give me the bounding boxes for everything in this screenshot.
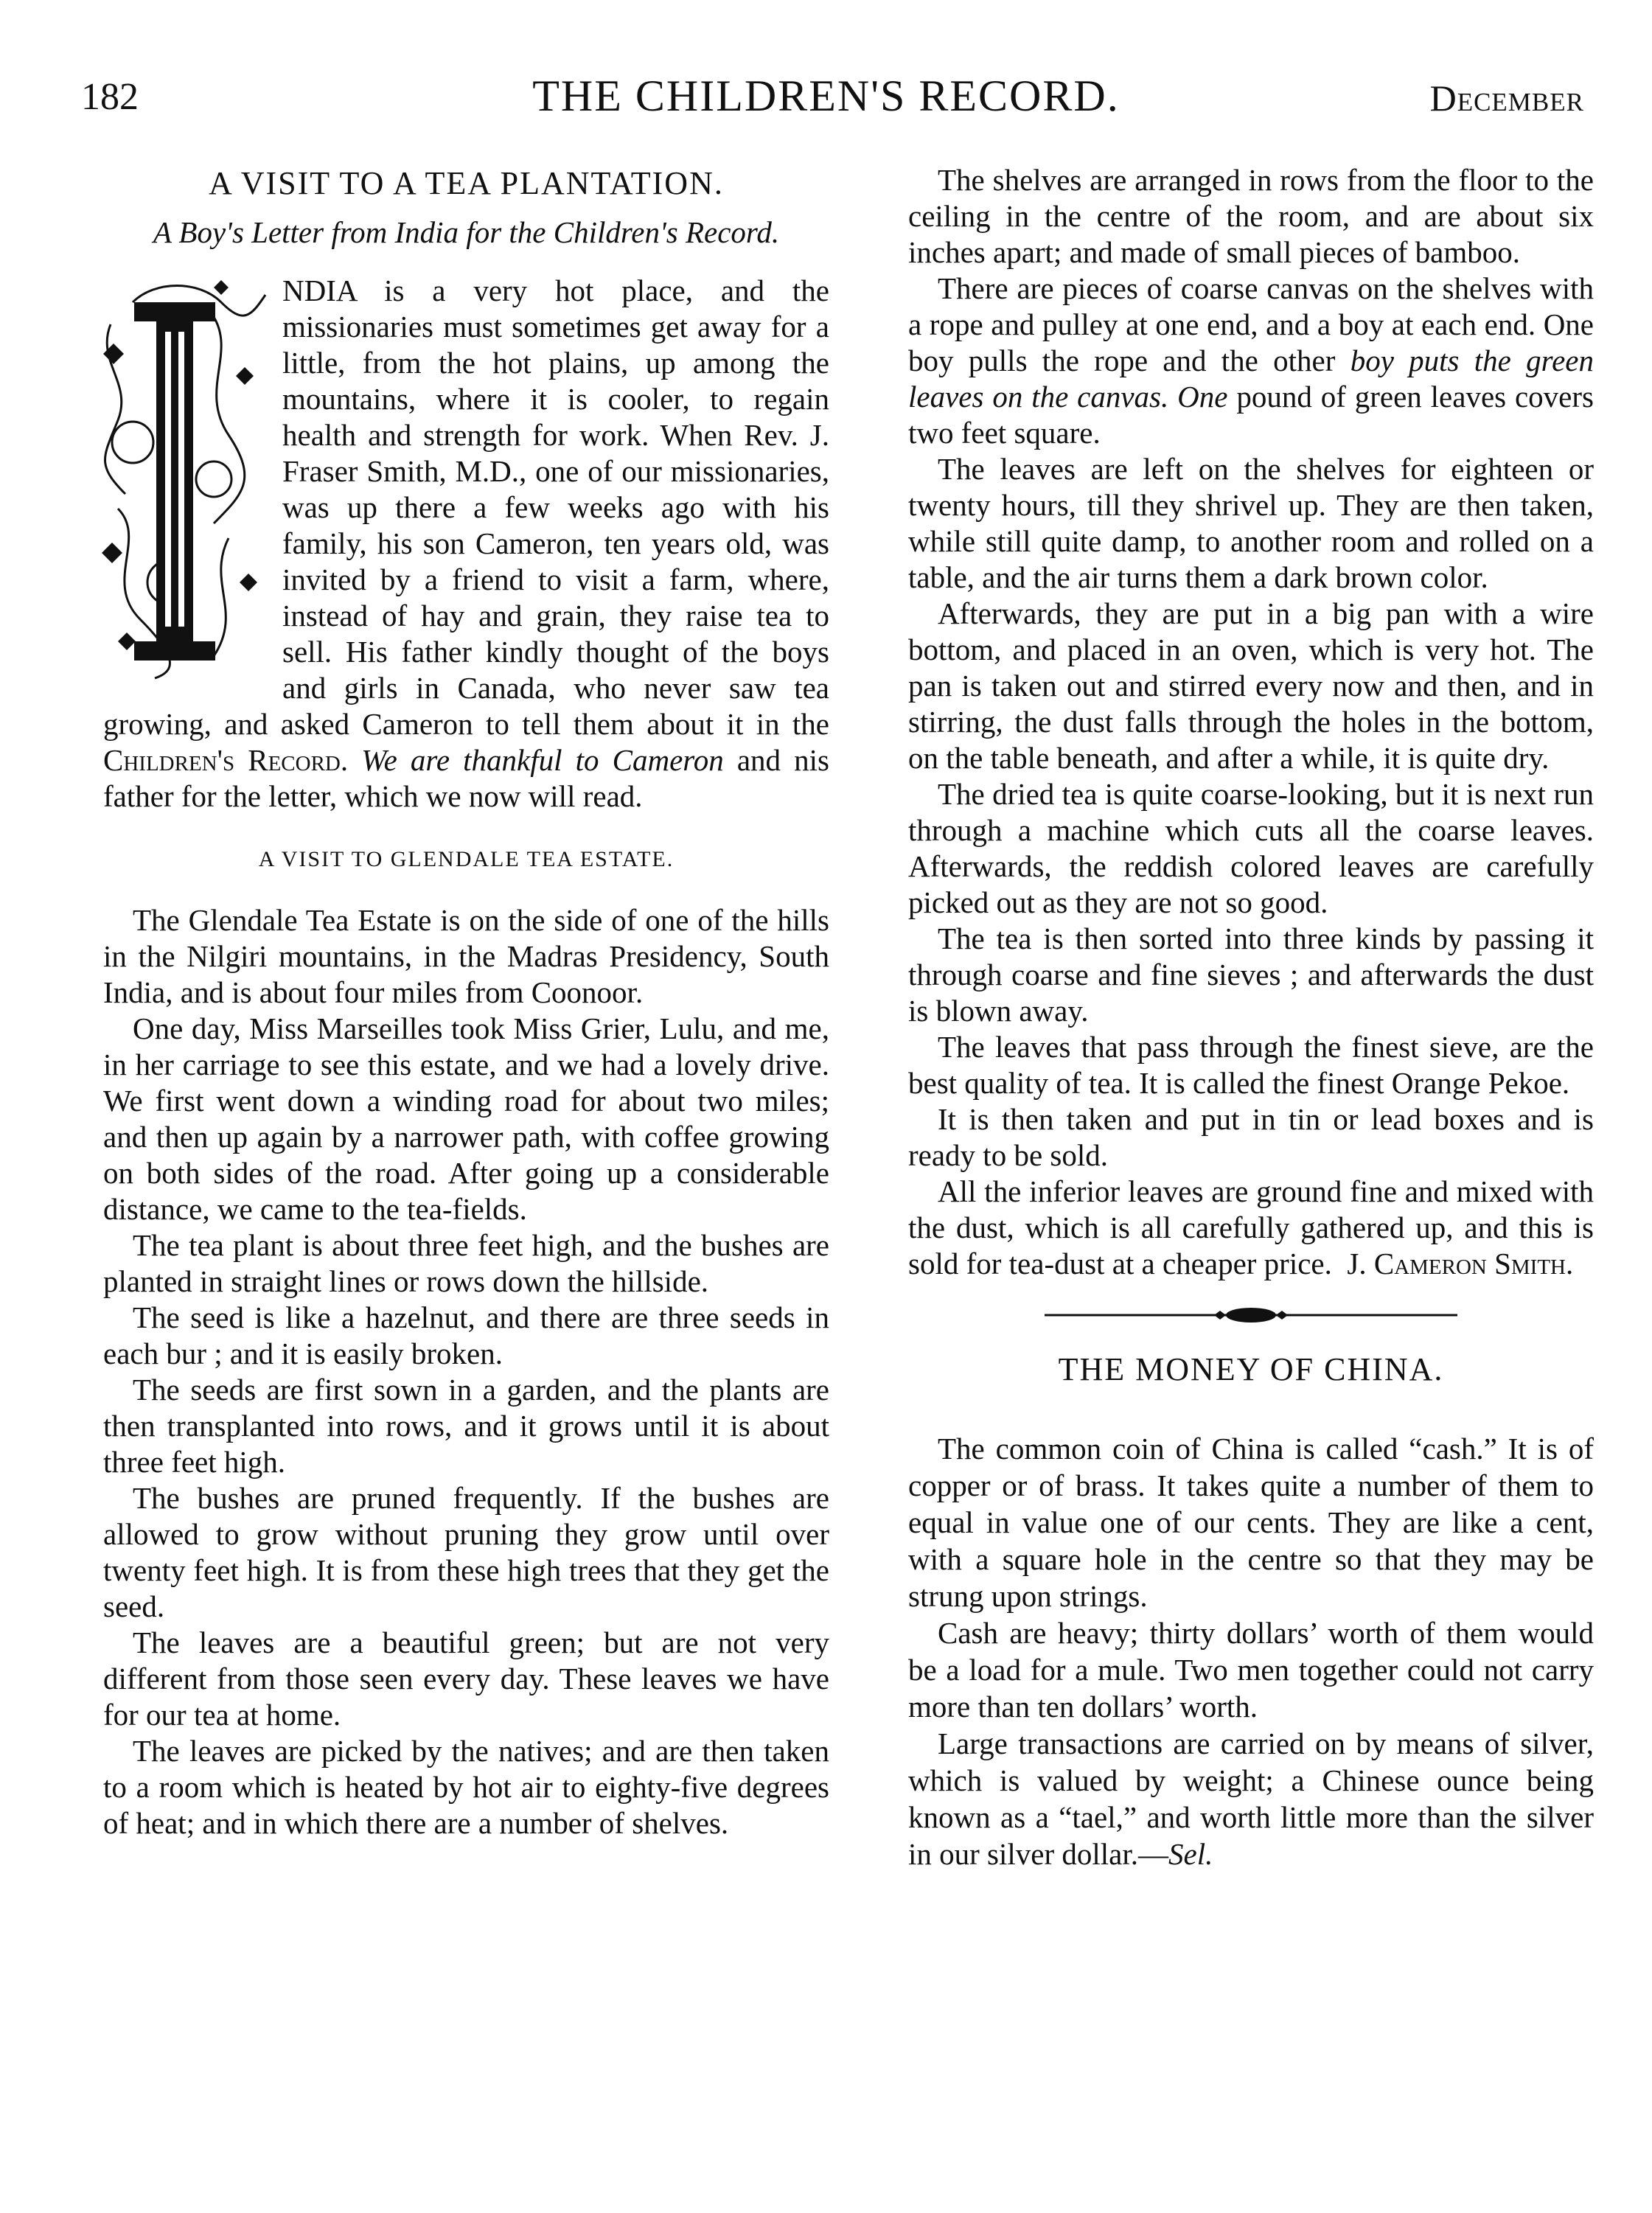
paragraph: The bushes are pruned frequently. If the bushes are allowed to grow without pruning they grow until over twenty feet high. It is from these high trees that they get the seed. xyxy=(103,1481,829,1623)
paragraph xyxy=(908,1174,1594,1282)
paragraph: It is then taken and put in tin or lead boxes and is ready to be sold. xyxy=(908,1102,1594,1172)
page-number: 182 xyxy=(81,76,139,118)
paragraph: The seed is like a hazelnut, and there are three seeds in each bur ; and it is easily broken. xyxy=(103,1300,829,1370)
issue-month: December xyxy=(1429,77,1584,119)
paragraph: The tea is then sorted into three kinds by passing it through coarse and fine sieves ; and afterwards the dust is blown away. xyxy=(908,921,1594,1028)
paragraph: The leaves are a beautiful green; but are not very different from those seen every day. These leaves we have for our tea at home. xyxy=(103,1625,829,1732)
paragraph: The leaves are left on the shelves for eighteen or twenty hours, till they shrivel up. They are then taken, while still quite damp, to another room and rolled on a table, and the air turns them a dark brown color. xyxy=(908,452,1594,594)
paragraph: The shelves are arranged in rows from the floor to the ceiling in the centre of the room, and are about six inches apart; and made of small pieces of bamboo. xyxy=(908,163,1594,269)
signature: J. Cameron Smith. xyxy=(1347,1247,1574,1280)
thanks-text: We are thankful to Cameron xyxy=(348,743,724,777)
paragraph-text: All the inferior leaves are ground fine and mixed with the dust, which is all carefully gathered up, and this is sold for tea-dust at a cheaper price. xyxy=(908,1174,1594,1280)
left-column xyxy=(103,162,829,1841)
paragraph: The common coin of China is called “cash.” It is of copper or of brass. It takes quite a number of them to equal in value one of our cents. They are like a cent, with a square hole in the centre so that they may be strung upon strings. xyxy=(908,1432,1594,1613)
paragraph xyxy=(908,271,1594,451)
paragraph: The leaves are picked by the natives; and are then taken to a room which is heated by hot air to eighty-five degrees of heat; and in which there are a number of shelves. xyxy=(103,1734,829,1840)
paragraph xyxy=(908,1725,1594,1872)
paragraph-italic-text: boy puts the green leaves on the canvas. One xyxy=(908,344,1594,414)
money-article xyxy=(908,1430,1594,1872)
paragraph-text: pound of green leaves covers two feet square. xyxy=(908,380,1594,450)
ornate-initial-i-icon xyxy=(88,273,269,686)
paragraph: The leaves that pass through the finest sieve, are the best quality of tea. It is called the finest Orange Pekoe. xyxy=(908,1030,1594,1100)
record-name: Children's Record. xyxy=(103,743,349,777)
intro-block xyxy=(103,273,829,815)
paragraph: Afterwards, they are put in a big pan with a wire bottom, and placed in an oven, which is very hot. The pan is taken out and stirred every now and then, and in stirring, the dust falls through the holes in the bottom, on the table beneath, and after a while, it is quite dry. xyxy=(908,596,1594,775)
intro-end-text: and nis father for the letter, which we now will read. xyxy=(103,743,829,813)
intro-text: NDIA is a very hot place, and the missionaries must sometimes get away for a little, from the hot plains, up among the mountains, where it is cooler, to regain health and strength for work. When Rev. J. Fraser Smith, M.D., one of our missionaries, was up there a few weeks ago with his family, his son Cameron, ten years old, was invited by a friend to visit a farm, where, instead of hay and grain, they raise tea to sell. His father kindly thought of the boys and girls in Canada, who never saw tea growing, and asked Cameron to tell them about it in the xyxy=(103,273,829,741)
letter-heading: A VISIT TO GLENDALE TEA ESTATE. xyxy=(258,847,675,871)
article-subtitle: A Boy's Letter from India for the Children's Record. xyxy=(153,215,780,249)
ornamental-divider-icon xyxy=(1045,1304,1457,1326)
paragraph: The Glendale Tea Estate is on the side of one of the hills in the Nilgiri mountains, in the Madras Presidency, South India, and is about four miles from Coonoor. xyxy=(103,903,829,1009)
journal-title: THE CHILDREN'S RECORD. xyxy=(532,72,1120,120)
right-column xyxy=(908,162,1594,1872)
paragraph: Cash are heavy; thirty dollars’ worth of them would be a load for a mule. Two men together could not carry more than ten dollars’ worth. xyxy=(908,1616,1594,1724)
article-title: A VISIT TO A TEA PLANTATION. xyxy=(209,165,724,201)
paragraph-text: Large transactions are carried on by means of silver, which is valued by weight; a Chinese ounce being known as a “tael,” and worth little more than the silver in our silver dollar.— xyxy=(908,1726,1594,1871)
article-title: THE MONEY OF CHINA. xyxy=(1058,1351,1444,1387)
paragraph-text: There are pieces of coarse canvas on the shelves with a rope and pulley at one end, and a boy at each end. One boy pulls the rope and the other xyxy=(908,271,1594,377)
paragraph: One day, Miss Marseilles took Miss Grier, Lulu, and me, in her carriage to see this estate, and we had a lovely drive. We first went down a winding road for about two miles; and then up again by a narrower path, with coffee growing on both sides of the road. After going up a considerable distance, we came to the tea-fields. xyxy=(103,1011,829,1226)
source-attribution: Sel. xyxy=(1168,1837,1213,1871)
paragraph: The tea plant is about three feet high, and the bushes are planted in straight lines or rows down the hillside. xyxy=(103,1228,829,1298)
paragraph: The dried tea is quite coarse-looking, but it is next run through a machine which cuts all the coarse leaves. Afterwards, the reddish colored leaves are carefully picked out as they are not so good. xyxy=(908,777,1594,919)
paragraph: The seeds are first sown in a garden, and the plants are then transplanted into rows, and it grows until it is about three feet high. xyxy=(103,1373,829,1479)
page-header xyxy=(0,71,1652,130)
